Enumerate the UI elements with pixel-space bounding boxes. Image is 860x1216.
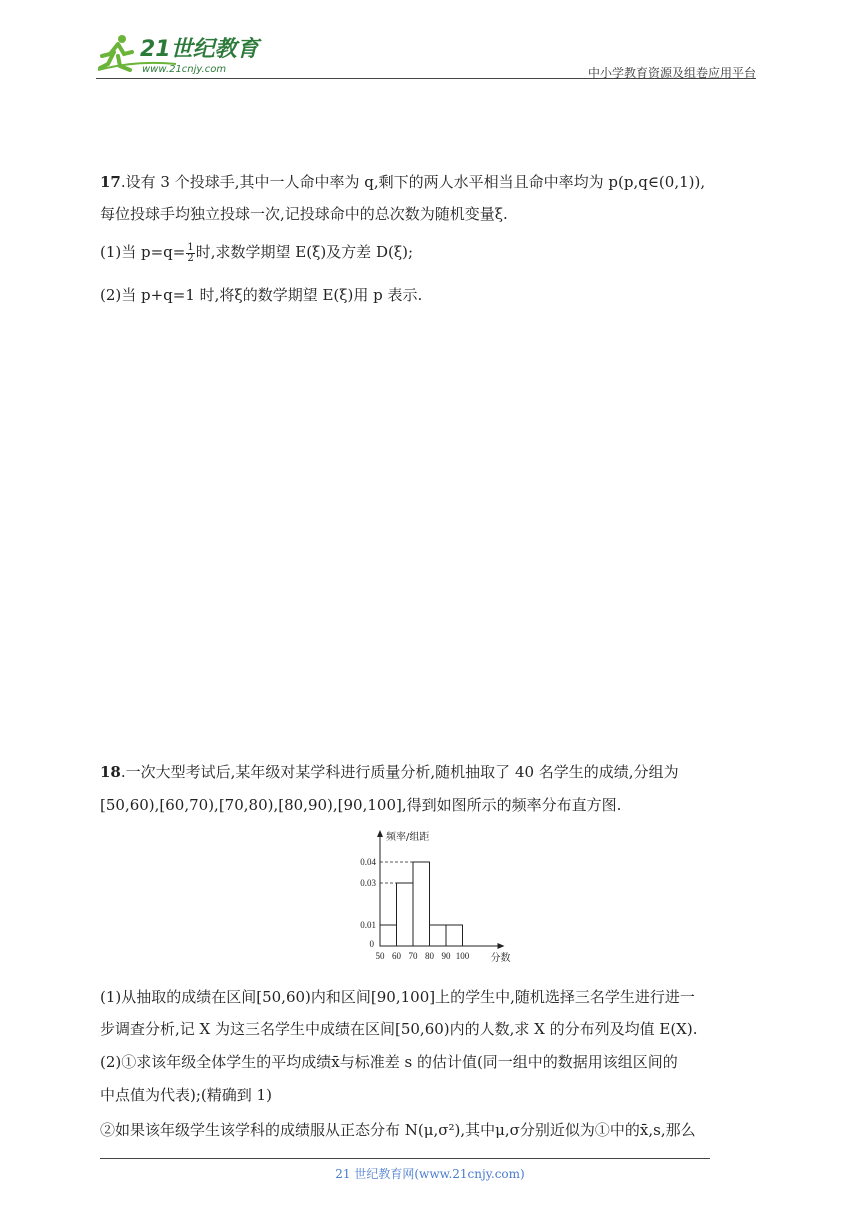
x-axis-arrow bbox=[498, 943, 505, 949]
logo-text: 21世纪教育 bbox=[140, 37, 259, 62]
q18-part2-line1: (2)①求该年级全体学生的平均成绩x̄与标准差 s 的估计值(同一组中的数据用该组区间的 bbox=[100, 1053, 678, 1071]
y-tick-label: 0.03 bbox=[360, 878, 376, 888]
footer-divider bbox=[100, 1158, 710, 1159]
q18-part1-line2: 步调查分析,记 X 为这三名学生中成绩在区间[50,60)内的人数,求 X 的分布列及均值 E(X). bbox=[100, 1020, 698, 1038]
origin-label: 0 bbox=[369, 939, 374, 949]
q18-line1-text: .一次大型考试后,某年级对某学科进行质量分析,随机抽取了 40 名学生的成绩,分组为 bbox=[120, 763, 679, 781]
footer-text: 21 世纪教育网(www.21cnjy.com) bbox=[335, 1167, 525, 1181]
y-axis-arrow bbox=[377, 830, 383, 837]
y-tick-label: 0.01 bbox=[360, 920, 376, 930]
fraction-numerator: 1 bbox=[187, 241, 194, 253]
q18-part2-line3: ②如果该年级学生该学科的成绩服从正态分布 N(μ,σ²),其中μ,σ分别近似为①中的x̄,s,那么 bbox=[100, 1121, 696, 1139]
q18-line2: [50,60),[60,70),[70,80),[80,90),[90,100],得到如图所示的频率分布直方图. bbox=[100, 796, 622, 814]
histogram-bar bbox=[446, 925, 463, 946]
y-axis-label: 频率/组距 bbox=[386, 832, 430, 843]
fraction bbox=[186, 243, 194, 264]
x-tick-label: 50 bbox=[375, 951, 385, 961]
x-tick-label: 80 bbox=[425, 951, 434, 961]
frequency-histogram bbox=[350, 824, 510, 974]
q18-number: 18 bbox=[100, 763, 121, 781]
x-axis-label: 分数 bbox=[490, 953, 510, 964]
histogram-bar bbox=[413, 862, 430, 946]
x-tick-label: 70 bbox=[408, 951, 418, 961]
fraction-denominator: 2 bbox=[187, 252, 194, 264]
site-logo bbox=[96, 30, 266, 78]
q17-part1-pre: (1)当 p=q= bbox=[100, 243, 186, 261]
y-tick-label: 0.04 bbox=[360, 857, 376, 867]
histogram-bar bbox=[430, 925, 447, 946]
page-header bbox=[96, 30, 756, 80]
histogram-bar bbox=[380, 925, 397, 946]
q17-line2: 每位投球手均独立投球一次,记投球命中的总次数为随机变量ξ. bbox=[100, 205, 508, 223]
q18-part2-line2: 中点值为代表);(精确到 1) bbox=[100, 1086, 272, 1104]
histogram-bar bbox=[397, 883, 414, 946]
header-tagline: 中小学教育资源及组卷应用平台 bbox=[587, 66, 756, 80]
q17-part2: (2)当 p+q=1 时,将ξ的数学期望 E(ξ)用 p 表示. bbox=[100, 286, 423, 304]
q17-line1-text: .设有 3 个投球手,其中一人命中率为 q,剩下的两人水平相当且命中率均为 p(p,q∈(0,1)), bbox=[120, 173, 706, 191]
header-divider bbox=[96, 78, 756, 79]
q18-line1 bbox=[100, 761, 679, 783]
x-tick-label: 60 bbox=[392, 951, 401, 961]
q17-number: 17 bbox=[100, 173, 121, 191]
q18-part1-line1: (1)从抽取的成绩在区间[50,60)内和区间[90,100]上的学生中,随机选择三名学生进行进一 bbox=[100, 988, 695, 1006]
logo-url: www.21cnjy.com bbox=[142, 64, 227, 75]
x-tick-label: 100 bbox=[455, 951, 470, 961]
q17-part1-post: 时,求数学期望 E(ξ)及方差 D(ξ); bbox=[195, 243, 414, 261]
q17-line1 bbox=[100, 171, 705, 193]
x-tick-label: 90 bbox=[441, 951, 451, 961]
q17-part1 bbox=[100, 241, 413, 264]
